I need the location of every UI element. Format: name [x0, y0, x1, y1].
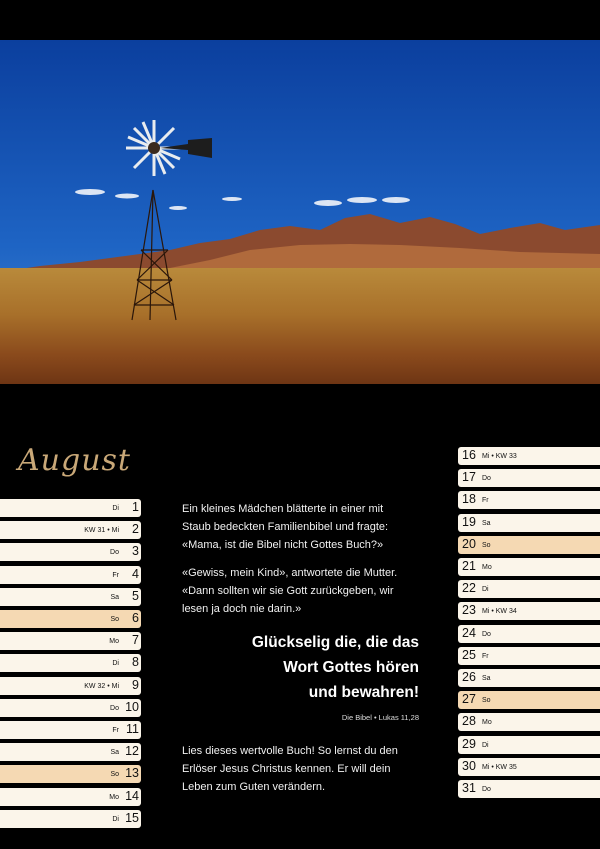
- day-cell: [458, 736, 600, 754]
- weekday-label: Fr: [482, 497, 489, 505]
- day-number: 16: [462, 448, 476, 462]
- day-number: 15: [125, 810, 139, 825]
- weekday-label: Do: [482, 630, 491, 638]
- weekday-label: Di: [482, 741, 489, 749]
- day-number: 2: [132, 522, 139, 537]
- day-number: 28: [462, 714, 476, 729]
- day-number: 25: [462, 647, 476, 662]
- weekday-label: Di: [112, 815, 119, 823]
- day-cell: [0, 566, 141, 584]
- day-cell: [458, 469, 600, 487]
- quote-line: und bewahren!: [308, 684, 419, 701]
- weekday-label: So: [482, 697, 491, 705]
- closing-line: Erlöser Jesus Christus kennen. Er will dein: [182, 763, 391, 775]
- day-number: 6: [132, 611, 139, 625]
- weekday-label: Mo: [482, 719, 492, 727]
- weekday-label: Do: [110, 549, 119, 557]
- weekday-label: Mo: [482, 564, 492, 571]
- day-cell: [0, 632, 141, 650]
- weekday-label: So: [482, 541, 491, 549]
- day-cell: [458, 447, 600, 465]
- day-number: 31: [462, 781, 476, 795]
- weekday-label: Do: [482, 786, 491, 793]
- day-number: 7: [132, 633, 139, 648]
- day-cell: [458, 514, 600, 532]
- day-cell: [0, 743, 141, 761]
- closing-line: Leben zum Guten verändern.: [182, 781, 326, 793]
- closing-paragraph: [182, 742, 398, 796]
- day-cell: [458, 691, 600, 709]
- day-cell: [0, 788, 141, 806]
- day-number: 13: [125, 766, 139, 781]
- day-cell: [458, 602, 600, 620]
- weekday-label: Mo: [109, 793, 119, 801]
- weekday-label: So: [110, 771, 119, 779]
- weekday-label: Do: [110, 704, 119, 712]
- day-number: 10: [125, 699, 139, 714]
- weekday-label: Mi • KW 34: [482, 608, 517, 616]
- weekday-label: Sa: [110, 593, 119, 601]
- weekday-label: Fr: [482, 652, 489, 660]
- day-number: 12: [125, 744, 139, 759]
- weekday-label: Mi • KW 35: [482, 763, 517, 771]
- day-number: 14: [125, 788, 139, 803]
- weekday-label: Sa: [110, 749, 119, 757]
- day-cell: [458, 558, 600, 576]
- day-cell: [0, 499, 141, 517]
- day-number: 23: [462, 603, 476, 618]
- story-line: «Gewiss, mein Kind», antwortete die Mutter.: [182, 567, 398, 579]
- weekday-label: Do: [482, 475, 491, 483]
- day-cell: [0, 810, 141, 828]
- weekday-label: Sa: [482, 675, 491, 682]
- day-number: 4: [132, 566, 139, 581]
- weekday-label: Di: [112, 505, 119, 512]
- bible-quote: [159, 630, 419, 705]
- weekday-label: Di: [482, 586, 489, 594]
- weekday-label: Fr: [112, 727, 119, 734]
- weekday-label: Di: [112, 660, 119, 668]
- day-number: 1: [132, 500, 139, 514]
- day-number: 27: [462, 692, 476, 707]
- day-number: 9: [132, 677, 139, 692]
- day-number: 20: [462, 536, 476, 551]
- day-number: 19: [462, 514, 476, 529]
- day-number: 8: [132, 655, 139, 670]
- day-cell: [458, 780, 600, 798]
- weekday-label: KW 31 • Mi: [84, 527, 119, 535]
- weekday-label: Sa: [482, 519, 491, 527]
- day-number: 3: [132, 544, 139, 559]
- story-line: Staub bedeckten Familienbibel und fragte:: [182, 521, 389, 533]
- day-cell: [0, 677, 141, 695]
- weekday-label: So: [110, 616, 119, 623]
- quote-source: Die Bibel • Lukas 11,28: [341, 713, 419, 722]
- day-number: 17: [462, 470, 476, 485]
- day-number: 30: [462, 758, 476, 773]
- day-cell: [458, 536, 600, 554]
- day-number: 26: [462, 670, 476, 684]
- story-paragraph-1: [182, 500, 388, 554]
- weekday-label: Mi • KW 33: [482, 453, 517, 460]
- day-cell: [0, 699, 141, 717]
- story-line: «Mama, ist die Bibel nicht Gottes Buch?»: [182, 539, 384, 551]
- day-number: 18: [462, 492, 476, 507]
- quote-line: Wort Gottes hören: [283, 659, 419, 676]
- day-cell: [0, 543, 141, 561]
- quote-line: Glückselig die, die das: [251, 634, 419, 651]
- day-cell: [0, 721, 141, 739]
- day-cell: [458, 758, 600, 776]
- day-cell: [0, 521, 141, 539]
- day-cell: [458, 669, 600, 687]
- day-cell: [458, 491, 600, 509]
- weekday-label: Mo: [109, 638, 119, 646]
- day-cell: [458, 625, 600, 643]
- day-number: 11: [126, 722, 139, 736]
- story-line: «Dann sollten wir sie Gott zurückgeben, wir: [182, 585, 394, 597]
- story-paragraph-2: [182, 564, 397, 618]
- story-line: lesen ja doch nie darin.»: [182, 603, 302, 615]
- landscape-photo: [0, 40, 600, 384]
- day-number: 5: [132, 588, 139, 603]
- day-number: 24: [462, 625, 476, 640]
- day-number: 29: [462, 736, 476, 751]
- story-line: Ein kleines Mädchen blätterte in einer mit: [182, 503, 384, 515]
- day-cell: [458, 580, 600, 598]
- weekday-label: KW 32 • Mi: [84, 682, 119, 690]
- closing-line: Lies dieses wertvolle Buch! So lernst du den: [182, 745, 398, 757]
- day-cell: [0, 765, 141, 783]
- day-cell: [0, 610, 141, 628]
- day-cell: [0, 588, 141, 606]
- day-number: 22: [462, 581, 476, 596]
- weekday-label: Fr: [112, 571, 119, 579]
- day-cell: [458, 713, 600, 731]
- day-cell: [0, 654, 141, 672]
- day-cell: [458, 647, 600, 665]
- day-number: 21: [462, 559, 476, 573]
- month-title: August: [18, 443, 131, 478]
